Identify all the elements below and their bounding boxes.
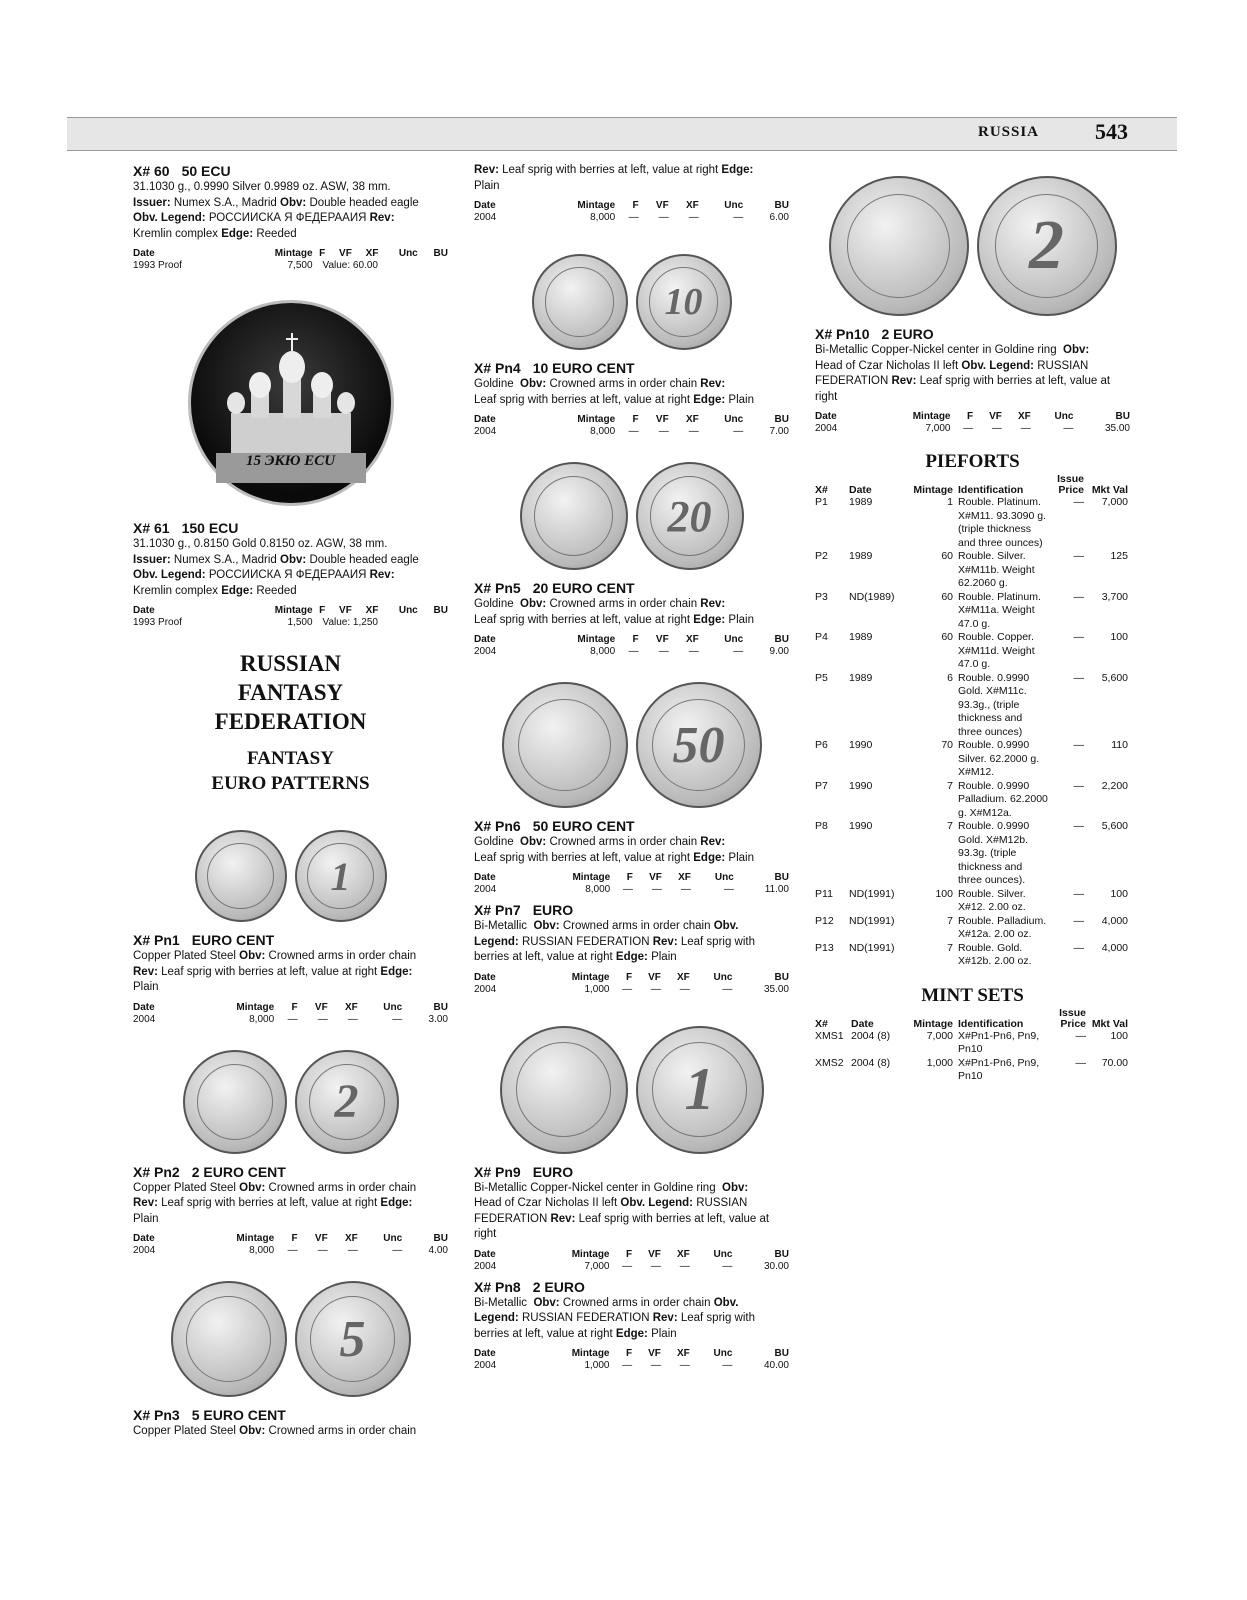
coin-obverse — [502, 682, 628, 808]
cell-mkt: 5,600 — [1101, 820, 1128, 832]
cell-date: 1989 — [849, 550, 873, 562]
cell-mintage: 70 — [941, 739, 953, 751]
cell-mintage: 60 — [941, 631, 953, 643]
column-2 — [474, 163, 789, 1372]
coin-obverse — [520, 462, 628, 570]
cell-x: P11 — [815, 887, 833, 900]
cell-date: ND(1991) — [849, 941, 895, 954]
cell-x: P7 — [815, 779, 828, 792]
cell-mintage: 60 — [941, 550, 953, 562]
entry-pn8: X# Pn8 2 EURO Bi-Metallic Obv: Crowned arms in order chain Obv. Legend: RUSSIAN FEDERATION Rev: Leaf sprig with berries at left, value at right Edge: Plain Date Mintage F VF XF Unc BU 2004 1,000 — — — — 40.00 — [474, 1278, 789, 1371]
coin-images-pn9 — [474, 1026, 789, 1154]
entry-pn7: X# Pn7 EURO Bi-Metallic Obv: Crowned arms in order chain Obv. Legend: RUSSIAN FEDERATION Rev: Leaf sprig with berries at left, value at right Edge: Plain Date Mintage F VF XF Unc BU 2004 1,000 — — — — 35.00 — [474, 902, 789, 995]
cell-mintage: 6 — [947, 671, 953, 684]
entry-name: 50 ECU — [181, 163, 231, 179]
mintage-table: Date Mintage F VF XF Unc BU 2004 8,000 — — — — 3.00 — [133, 1001, 448, 1025]
table-row — [815, 631, 1130, 672]
coin-reverse: 2 — [295, 1050, 399, 1154]
cell-mintage: 7,000 — [926, 1029, 953, 1042]
cell-date: 1989 — [849, 496, 873, 508]
cell-mkt: 2,200 — [1101, 779, 1128, 792]
coin-obverse — [195, 830, 287, 922]
table-row — [815, 888, 1130, 915]
cell-x: P3 — [815, 590, 828, 603]
cell-issue: — — [1075, 1056, 1086, 1069]
entry-pn9: X# Pn9 EURO Bi-Metallic Copper-Nickel center in Goldine ring Obv: Head of Czar Nicholas II left Obv. Legend: RUSSIAN FEDERATION Rev: Leaf sprig with berries at left, value at right Date Mintage F VF XF Unc BU 2004 7,000 — — — — 30.00 — [474, 1163, 789, 1272]
coin-images-pn3 — [133, 1281, 448, 1397]
cell-mintage: 7 — [947, 820, 953, 832]
coin-reverse: 10 — [636, 254, 732, 350]
cell-date: 1990 — [849, 779, 873, 792]
cell-x: P8 — [815, 820, 828, 832]
cell-x: XMS1 — [815, 1029, 844, 1042]
table-row — [815, 780, 1130, 821]
entry-name: 150 ECU — [181, 520, 239, 536]
cell-issue: — — [1073, 631, 1084, 643]
cell-mkt: 100 — [1110, 631, 1128, 643]
cell-ident: Rouble. 0.9990 Gold. X#M12b. 93.3g. (triple thickness and three ounces). — [958, 820, 1030, 886]
cell-mintage: 7 — [947, 941, 953, 954]
cell-mkt: 4,000 — [1101, 941, 1128, 954]
cell-ident: Rouble. Gold. X#12b. 2.00 oz. — [958, 941, 1032, 967]
cell-mkt: 125 — [1110, 550, 1128, 562]
coin-reverse: 50 — [636, 682, 762, 808]
cell-issue: — — [1073, 914, 1084, 927]
coin-reverse: 20 — [636, 462, 744, 570]
cell-date: 1990 — [849, 739, 873, 751]
coin-legend: 15 ЭКЮ ECU — [245, 453, 336, 469]
cell-date: ND(1989) — [849, 590, 895, 603]
table-row — [815, 942, 1130, 969]
mintage-table: Date Mintage F VF XF Unc BU 1993 Proof 1,500 Value: 1,250 — [133, 605, 448, 628]
cell-issue: — — [1073, 779, 1084, 792]
cell-issue: — — [1073, 550, 1084, 562]
cell-x: P2 — [815, 550, 828, 562]
cell-mintage: 60 — [941, 590, 953, 603]
table-row — [815, 591, 1130, 632]
cell-ident: Rouble. Silver. X#12. 2.00 oz. — [958, 887, 1026, 913]
coin-reverse: 2 — [977, 176, 1117, 316]
cell-issue: — — [1073, 496, 1084, 508]
section-heading-pieforts: PIEFORTS — [925, 451, 1020, 472]
cell-x: P4 — [815, 631, 828, 643]
cell-ident: Rouble. Platinum. X#M11. 93.3090 g. (triple thickness and three ounces) — [958, 496, 1046, 549]
coin-obverse — [532, 254, 628, 350]
cell-mkt: 3,700 — [1101, 590, 1128, 603]
cell-date: 1990 — [849, 820, 873, 832]
entry-x61 — [133, 520, 448, 629]
coin-obverse — [171, 1281, 287, 1397]
entry-pn3-continued: Rev: Leaf sprig with berries at left, value at right Edge: Plain Date Mintage F VF XF Unc BU 2004 8,000 — — — — 6.00 — [474, 164, 789, 223]
coin-image-kremlin — [188, 300, 394, 506]
column-1 — [133, 163, 448, 1440]
cell-date: ND(1991) — [849, 914, 895, 927]
coin-images-pn1 — [133, 830, 448, 922]
cell-issue: — — [1075, 1029, 1086, 1042]
entry-number: X# 61 — [133, 520, 170, 536]
entry-description: 31.1030 g., 0.9990 Silver 0.9989 oz. ASW, 38 mm. Issuer: Numex S.A., Madrid Obv: Double headed eagle Obv. Legend: РОССИИСКА Я ФЕДЕРААИЯ Rev: Kremlin complex Edge: Reeded — [133, 181, 419, 240]
cell-mkt: 100 — [1110, 887, 1128, 900]
coin-images-pn10 — [815, 176, 1130, 316]
section-heading-euro-patterns: FANTASY EURO PATTERNS — [211, 748, 370, 794]
entry-description: 31.1030 g., 0.8150 Gold 0.8150 oz. AGW, 38 mm. Issuer: Numex S.A., Madrid Obv: Double headed eagle Obv. Legend: РОССИИСКА Я ФЕДЕРААИЯ Rev: Kremlin complex Edge: Reeded — [133, 538, 419, 597]
cell-mintage: 7 — [947, 914, 953, 927]
cell-x: P13 — [815, 941, 834, 954]
mintage-table: Date Mintage F VF XF Unc BU 2004 8,000 — — — — 9.00 — [474, 634, 789, 657]
cell-ident: Rouble. 0.9990 Silver. 62.2000 g. X#M12. — [958, 739, 1040, 778]
cell-mintage: 1 — [947, 496, 953, 508]
coin-obverse-portrait — [829, 176, 969, 316]
cell-ident: Rouble. 0.9990 Gold. X#M11c. 93.3g., (triple thickness and three ounces) — [958, 671, 1030, 738]
pieforts-table: X# Date Mintage Identification Issue Price Mkt Val P1 1989 1 Rouble. Platinum. X#M11. 93.3090 g. (triple thickness and three ounces) — 7,000 P2 1989 60 Rouble. Silver. X#M11b. Weight 62.2060 g. — 125 P3 ND(1989) 60 Rouble. Platinum. X#M11a. Weight 47.0 g. — 3,700 P4 1989 60 Rouble. Copper. X#M11d. Weight 47.0 g. — 100 P5 1989 6 Rouble. 0.9990 Gold. X#M11c. 93.3g., (triple thickness and three ounces) — 5,600 P6 1990 70 Rouble. 0.9990 Silver. 62.2000 g. X#M12. — 110 P7 1990 7 Rouble. 0.9990 Palladium. 62.2000 g. X#M12a. — 2,200 P8 1990 7 Rouble. 0.9990 Gold. X#M12b. 93.3g. (triple thickness and three ounces). — 5,600 P11 ND(1991) 100 Rouble. Silver. X#12. 2.00 oz. — 100 P12 ND(1991) 7 Rouble. Palladium. X#12a. 2.00 oz. — 4,000 P13 ND(1991) 7 Rouble. Gold. X#12b. 2.00 oz. — 4,000 — [815, 473, 1128, 967]
cell-date: 1989 — [849, 631, 873, 643]
cell-x: P12 — [815, 914, 834, 927]
mintage-table: Date Mintage F VF XF Unc BU 2004 7,000 — — — — 30.00 — [474, 1248, 789, 1272]
cell-date: 2004 (8) — [851, 1029, 891, 1042]
mintage-table: Date Mintage F VF XF Unc BU 2004 8,000 — — — — 7.00 — [474, 414, 789, 437]
coin-images-pn4 — [474, 254, 789, 350]
mintage-table: Date Mintage F VF XF Unc BU 1993 Proof 7,500 Value: 60.00 — [133, 248, 448, 271]
cell-x: P1 — [815, 496, 828, 508]
mintage-table: Date Mintage F VF XF Unc BU 2004 1,000 — — — — 35.00 — [474, 971, 789, 995]
coin-obverse-portrait — [500, 1026, 628, 1154]
cell-ident: X#Pn1-Pn6, Pn9, Pn10 — [958, 1029, 1040, 1055]
table-row — [815, 496, 1130, 550]
cell-ident: Rouble. Copper. X#M11d. Weight 47.0 g. — [958, 631, 1035, 670]
cell-x: XMS2 — [815, 1056, 844, 1069]
coin-reverse: 1 — [636, 1026, 764, 1154]
cell-ident: Rouble. Platinum. X#M11a. Weight 47.0 g. — [958, 590, 1041, 630]
mintage-table: Date Mintage F VF XF Unc BU 2004 8,000 — — — — 4.00 — [133, 1233, 448, 1256]
table-row — [815, 915, 1130, 942]
cell-mintage: 100 — [935, 887, 953, 900]
coin-obverse — [183, 1050, 287, 1154]
entry-pn6: X# Pn6 50 EURO CENT Goldine Obv: Crowned arms in order chain Rev: Leaf sprig with berries at left, value at right Edge: Plain Date Mintage F VF XF Unc BU 2004 8,000 — — — — 11.00 — [474, 818, 789, 895]
table-row — [815, 550, 1130, 591]
cell-date: ND(1991) — [849, 887, 895, 900]
cell-mintage: 7 — [947, 779, 953, 792]
entry-number: X# 60 — [133, 163, 170, 179]
table-row — [815, 1030, 1130, 1057]
table-row — [815, 820, 1130, 888]
cell-x: P5 — [815, 671, 828, 684]
mintage-table: Date Mintage F VF XF Unc BU 2004 8,000 — — — — 6.00 — [474, 200, 789, 223]
cell-ident: X#Pn1-Pn6, Pn9, Pn10 — [958, 1056, 1040, 1082]
cell-ident: Rouble. Silver. X#M11b. Weight 62.2060 g. — [958, 550, 1035, 589]
entry-pn10: X# Pn10 2 EURO Bi-Metallic Copper-Nickel center in Goldine ring Obv: Head of Czar Nicholas II left Obv. Legend: RUSSIAN FEDERATION Rev: Leaf sprig with berries at left, value at right Date Mintage F VF XF Unc BU 2004 7,000 — — — — 35.00 — [815, 326, 1130, 434]
cell-issue: — — [1073, 820, 1084, 832]
coin-reverse: 5 — [295, 1281, 411, 1397]
entry-pn3: X# Pn3 5 EURO CENT Copper Plated Steel Obv: Crowned arms in order chain — [133, 1407, 417, 1437]
entry-x60 — [133, 163, 448, 272]
column-3 — [815, 168, 1130, 1084]
page-number: 543 — [1095, 119, 1128, 144]
cell-x: P6 — [815, 739, 828, 751]
entry-pn1: X# Pn1 EURO CENT Copper Plated Steel Obv: Crowned arms in order chain Rev: Leaf sprig with berries at left, value at right Edge: Plain Date Mintage F VF XF Unc BU 2004 8,000 — — — — 3.00 — [133, 932, 448, 1025]
table-row — [815, 672, 1130, 740]
cell-issue: — — [1073, 887, 1084, 900]
mintage-table: Date Mintage F VF XF Unc BU 2004 7,000 — — — — 35.00 — [815, 411, 1130, 434]
cell-issue: — — [1073, 590, 1084, 603]
section-heading-russian-fantasy: RUSSIAN FANTASY FEDERATION — [214, 651, 367, 734]
cell-issue: — — [1073, 941, 1084, 954]
section-heading-mint-sets: MINT SETS — [921, 984, 1024, 1006]
table-row — [815, 1057, 1130, 1084]
cell-date: 1989 — [849, 671, 873, 684]
coin-images-pn6 — [474, 682, 789, 808]
coin-images-pn5 — [474, 462, 789, 570]
coin-reverse: 1 — [295, 830, 387, 922]
cell-mkt: 7,000 — [1101, 496, 1128, 508]
cell-date: 2004 (8) — [851, 1056, 891, 1069]
cell-mkt: 5,600 — [1101, 671, 1128, 684]
cell-mkt: 70.00 — [1101, 1056, 1128, 1069]
entry-pn4: X# Pn4 10 EURO CENT Goldine Obv: Crowned arms in order chain Rev: Leaf sprig with berries at left, value at right Edge: Plain Date Mintage F VF XF Unc BU 2004 8,000 — — — — 7.00 — [474, 360, 789, 437]
mintage-table: Date Mintage F VF XF Unc BU 2004 8,000 — — — — 11.00 — [474, 872, 789, 895]
mint-sets-table: X# Date Mintage Identification Issue Price Mkt Val XMS1 2004 (8) 7,000 X#Pn1-Pn6, Pn9, Pn10 — 100 XMS2 2004 (8) 1,000 X#Pn1-Pn6, Pn9, Pn10 — 70.00 — [815, 1006, 1128, 1082]
cell-ident: Rouble. 0.9990 Palladium. 62.2000 g. X#M12a. — [958, 779, 1048, 819]
cell-mkt: 100 — [1110, 1029, 1128, 1042]
cell-ident: Rouble. Palladium. X#12a. 2.00 oz. — [958, 914, 1047, 940]
entry-pn2: X# Pn2 2 EURO CENT Copper Plated Steel Obv: Crowned arms in order chain Rev: Leaf sprig with berries at left, value at right Edge: Plain Date Mintage F VF XF Unc BU 2004 8,000 — — — — 4.00 — [133, 1163, 448, 1256]
cell-mkt: 110 — [1111, 739, 1128, 751]
cell-issue: — — [1073, 671, 1084, 684]
mintage-table: Date Mintage F VF XF Unc BU 2004 1,000 — — — — 40.00 — [474, 1348, 789, 1371]
header-country: RUSSIA — [978, 124, 1040, 140]
cell-mkt: 4,000 — [1101, 914, 1128, 927]
entry-pn5: X# Pn5 20 EURO CENT Goldine Obv: Crowned arms in order chain Rev: Leaf sprig with berries at left, value at right Edge: Plain Date Mintage F VF XF Unc BU 2004 8,000 — — — — 9.00 — [474, 580, 789, 657]
table-row — [815, 739, 1130, 780]
cell-issue: — — [1073, 739, 1084, 751]
cell-mintage: 1,000 — [926, 1056, 953, 1069]
coin-images-pn2 — [133, 1050, 448, 1154]
